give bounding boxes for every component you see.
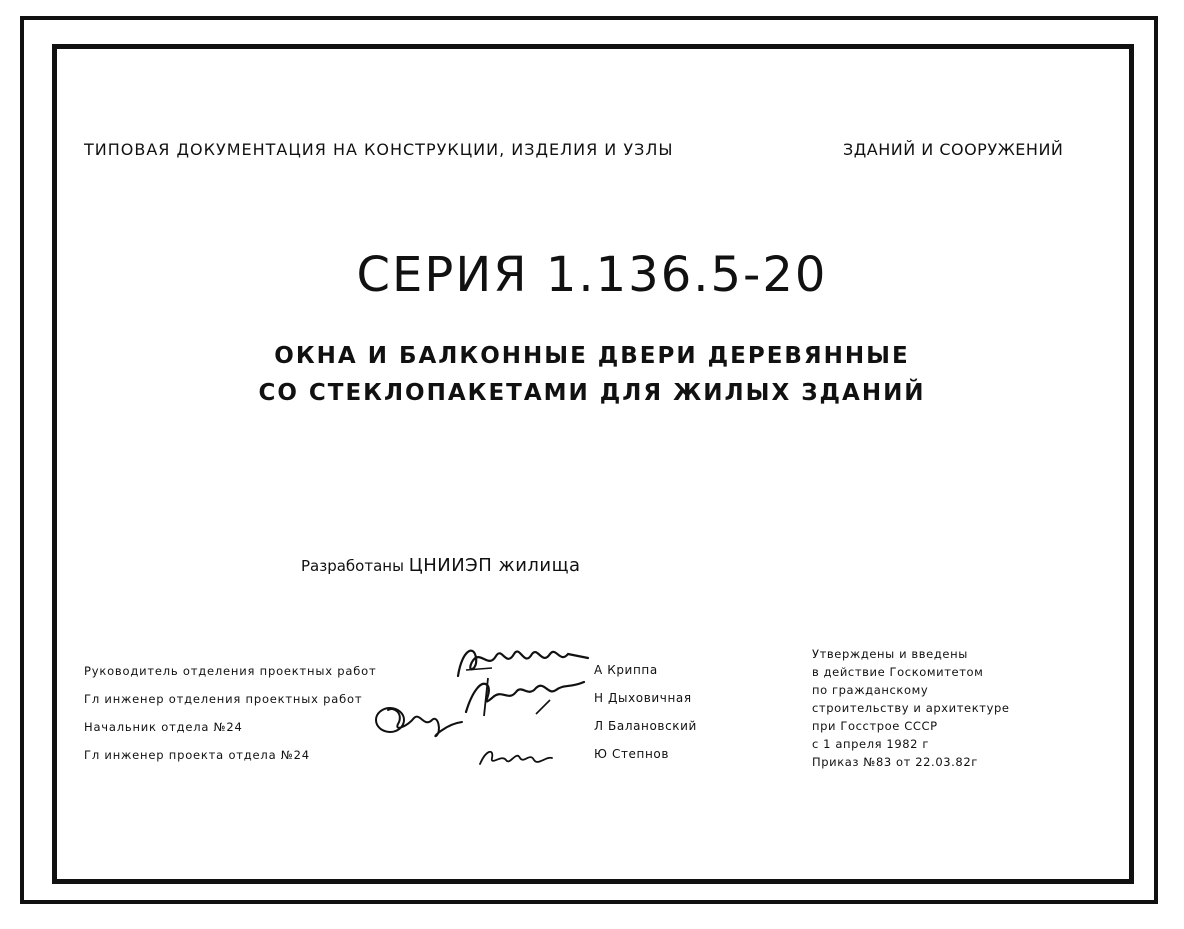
signature-3-graphic xyxy=(370,702,470,742)
header-documentation-type: ТИПОВАЯ ДОКУМЕНТАЦИЯ НА КОНСТРУКЦИИ, ИЗДЕЛИЯ И УЗЛЫ xyxy=(84,140,674,159)
staff-name-3: Л Балановский xyxy=(594,719,697,733)
staff-name-2: Н Дыховичная xyxy=(594,691,692,705)
approval-line-3: по гражданскому xyxy=(812,683,929,697)
approval-note xyxy=(812,645,1052,771)
approval-line-7: Приказ №83 от 22.03.82г xyxy=(812,755,978,769)
signature-4-graphic xyxy=(476,742,556,770)
approval-line-5: при Госстрое СССР xyxy=(812,719,938,733)
developer-organization: ЦНИИЭП жилища xyxy=(408,555,581,576)
developer-credit xyxy=(301,555,581,576)
staff-name-1: А Криппа xyxy=(594,663,658,677)
approval-line-6: с 1 апреля 1982 г xyxy=(812,737,929,751)
document-title-line-2: СО СТЕКЛОПАКЕТАМИ ДЛЯ ЖИЛЫХ ЗДАНИЙ xyxy=(258,380,926,406)
staff-role-3: Начальник отдела №24 xyxy=(84,720,243,734)
staff-role-4: Гл инженер проекта отдела №24 xyxy=(84,748,310,762)
approval-line-4: строительству и архитектуре xyxy=(812,701,1010,715)
header-buildings: ЗДАНИЙ И СООРУЖЕНИЙ xyxy=(843,140,1064,159)
document-title-line-1: ОКНА И БАЛКОННЫЕ ДВЕРИ ДЕРЕВЯННЫЕ xyxy=(274,343,910,369)
approval-line-1: Утверждены и введены xyxy=(812,647,968,661)
staff-role-2: Гл инженер отделения проектных работ xyxy=(84,692,363,706)
approval-line-2: в действие Госкомитетом xyxy=(812,665,984,679)
staff-role-1: Руководитель отделения проектных работ xyxy=(84,664,377,678)
staff-name-4: Ю Степнов xyxy=(594,747,670,761)
series-number: СЕРИЯ 1.136.5-20 xyxy=(356,247,828,303)
signature-2-graphic xyxy=(458,672,590,722)
developer-label: Разработаны xyxy=(301,557,404,575)
